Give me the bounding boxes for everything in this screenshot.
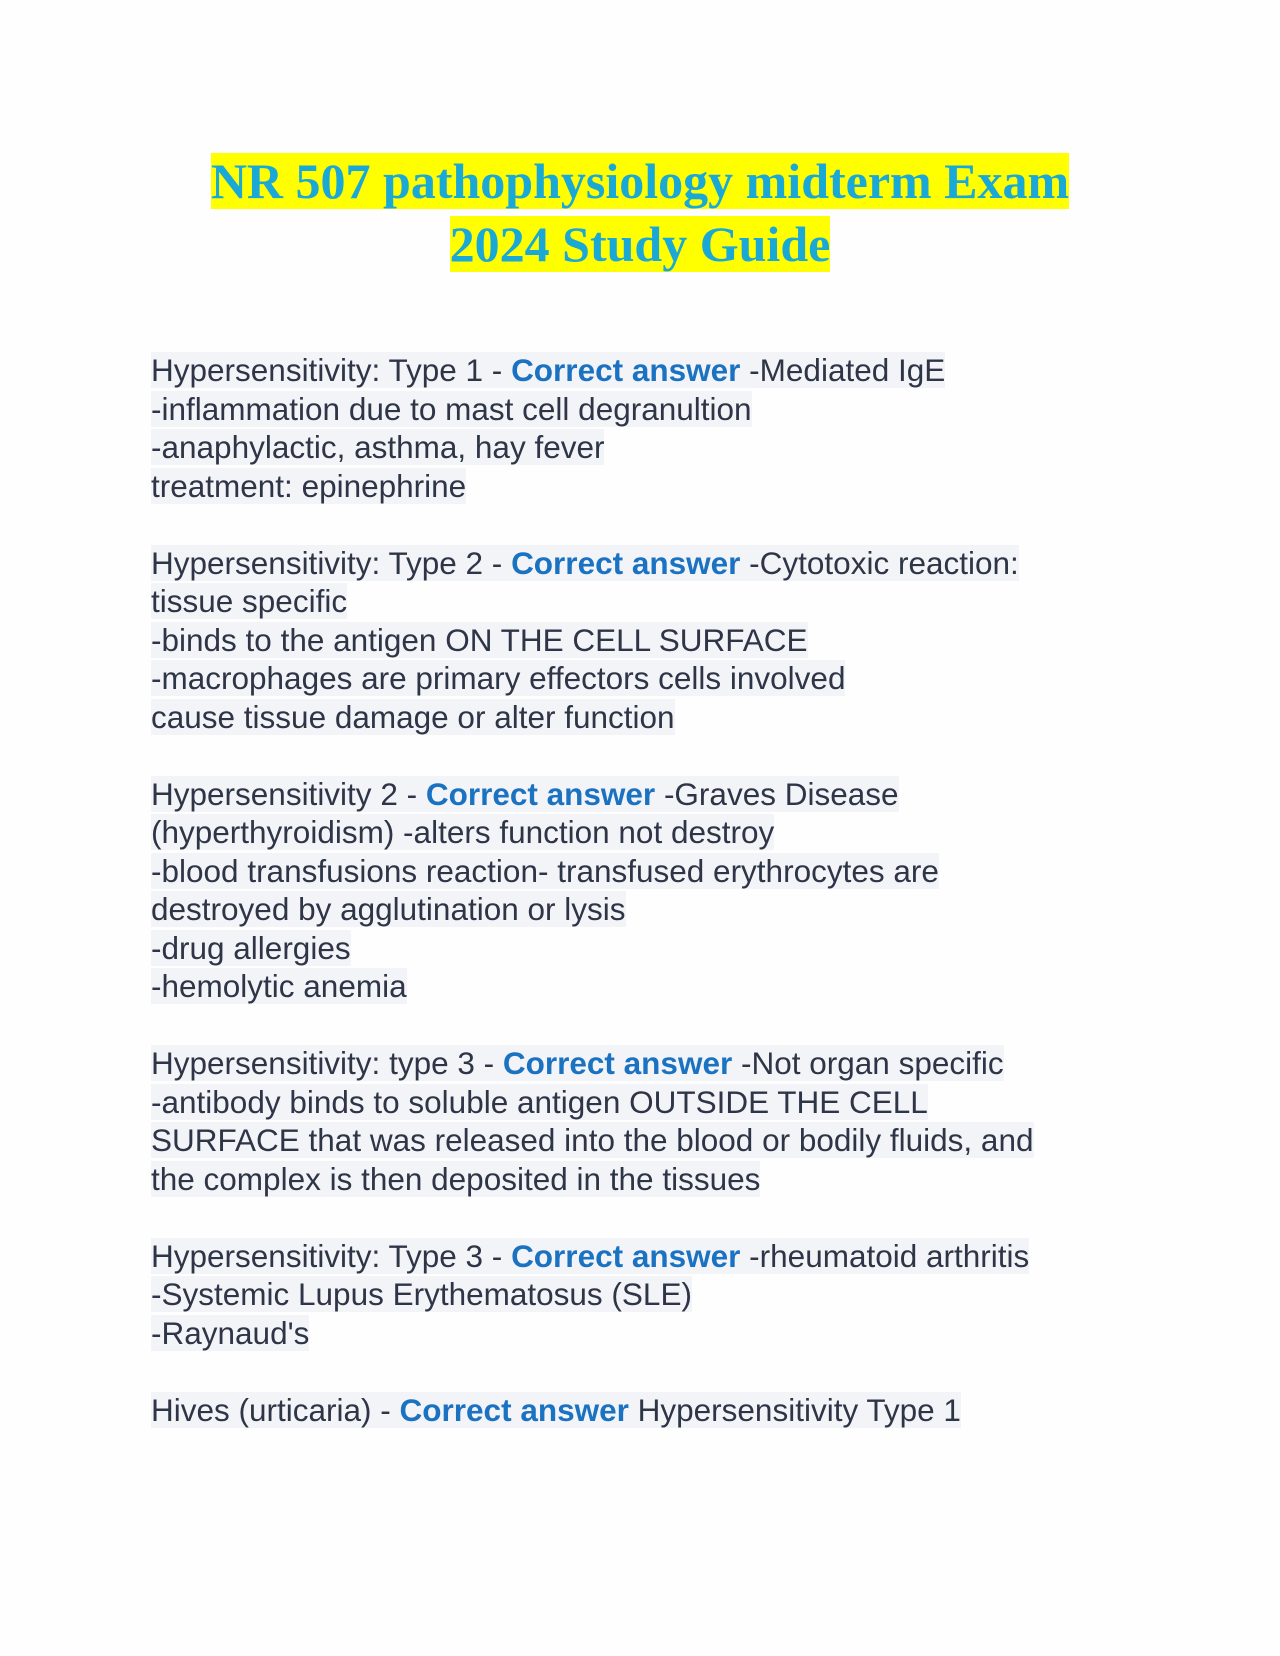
answer-line: the complex is then deposited in the tissues [151,1160,761,1197]
title-line-2: 2024 Study Guide [449,216,831,272]
qa-entry [151,1044,1151,1198]
qa-entry [151,1237,1151,1353]
qa-entry [151,351,1151,505]
answer-line: -macrophages are primary effectors cells involved [151,660,846,696]
entry-answer: -Not organ specific [732,1045,1004,1081]
correct-answer-label: Correct answer [511,544,741,581]
answer-line: -antibody binds to soluble antigen OUTSIDE THE CELL [151,1083,928,1120]
entry-term: Hypersensitivity: Type 1 - [151,352,512,388]
answer-line: tissue specific [151,583,348,619]
answer-line: -Raynaud's [151,1314,310,1351]
title-line-1: NR 507 pathophysiology midterm Exam [210,153,1070,209]
answer-line: cause tissue damage or alter function [151,698,675,735]
entry-term: Hypersensitivity: Type 2 - [151,544,512,581]
answer-line: -inflammation due to mast cell degranultion [151,390,752,427]
entry-term: Hives (urticaria) - [151,1391,400,1428]
entry-answer: -Cytotoxic reaction: [740,544,1019,581]
answer-line: treatment: epinephrine [151,467,467,504]
answer-line: (hyperthyroidism) -alters function not destroy [151,814,775,850]
answer-line: -blood transfusions reaction- transfused erythrocytes are [151,852,939,889]
entry-answer: -Mediated IgE [740,352,946,388]
entry-term: Hypersensitivity: type 3 - [151,1045,503,1081]
answer-line: -hemolytic anemia [151,968,407,1004]
answer-line: -anaphylactic, asthma, hay fever [151,429,605,465]
answer-line: -drug allergies [151,929,351,966]
document-title [130,150,1150,276]
qa-entry [151,544,1151,737]
answer-line: -Systemic Lupus Erythematosus (SLE) [151,1276,692,1312]
correct-answer-label: Correct answer [399,1391,629,1428]
correct-answer-label: Correct answer [425,775,656,812]
answer-line: -binds to the antigen ON THE CELL SURFACE [151,621,808,658]
answer-line: SURFACE that was released into the blood or bodily fluids, and [151,1122,1034,1158]
entry-term: Hypersensitivity: Type 3 - [151,1237,512,1274]
entry-answer: -Graves Disease [655,775,899,812]
document-body [151,351,1151,1468]
qa-entry [151,775,1151,1006]
correct-answer-label: Correct answer [511,1237,741,1274]
entry-answer: Hypersensitivity Type 1 [628,1391,961,1428]
entry-answer: -rheumatoid arthritis [740,1237,1030,1274]
answer-line: destroyed by agglutination or lysis [151,891,626,927]
correct-answer-label: Correct answer [511,352,741,388]
entry-term: Hypersensitivity 2 - [151,775,426,812]
qa-entry [151,1391,1151,1430]
correct-answer-label: Correct answer [502,1045,733,1081]
